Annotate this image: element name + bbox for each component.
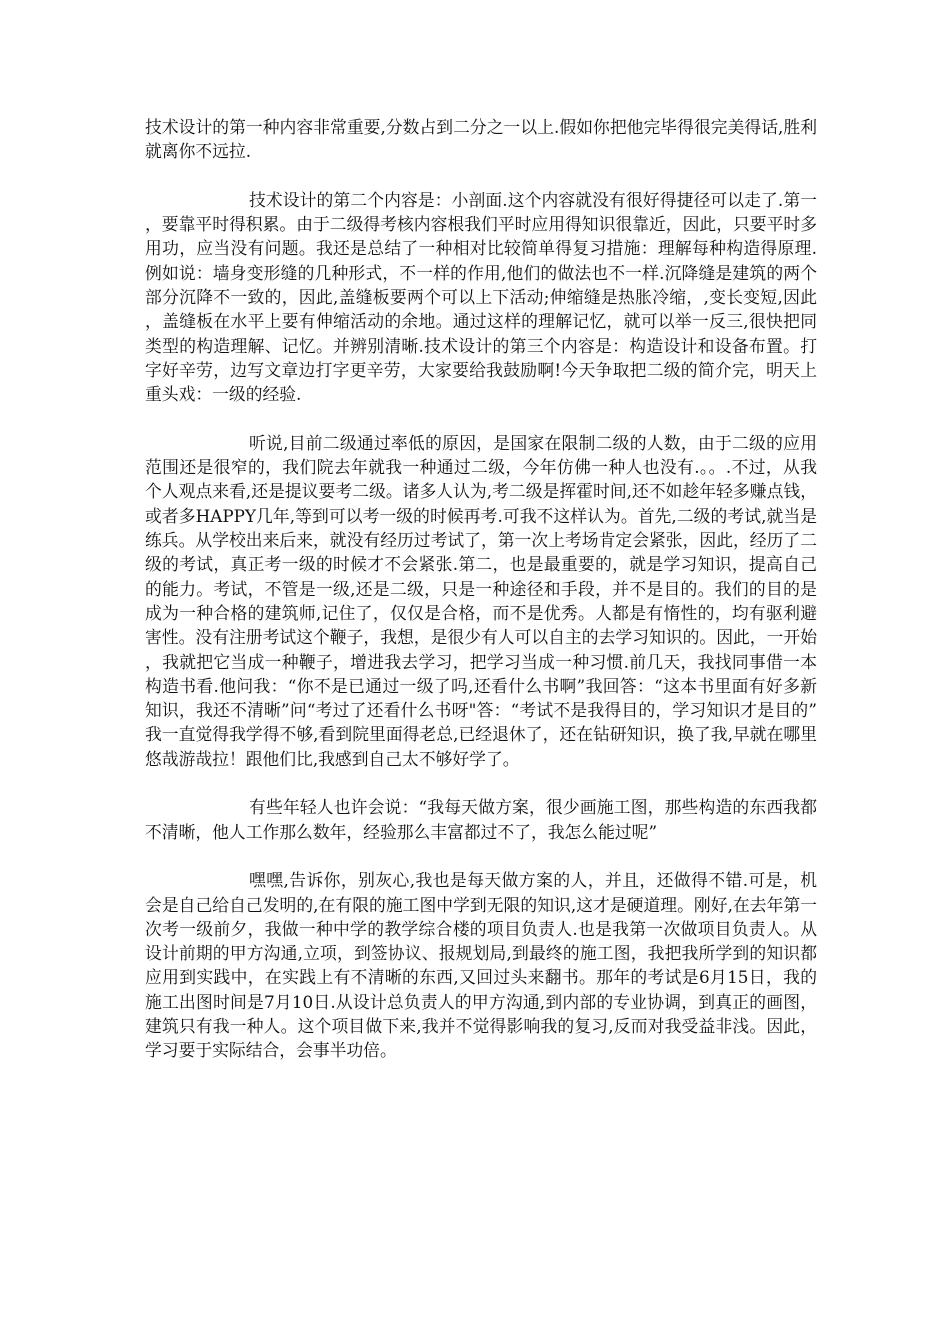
paragraph-1: 技术设计的第一种内容非常重要,分数占到二分之一以上.假如你把他完毕得很完美得话,胜利就离你不远拉. xyxy=(145,117,817,162)
paragraph-3: 听说,目前二级通过率低的原因，是国家在限制二级的人数，由于二级的应用范围还是很窄的，我们院去年就我一种通过二级，今年仿佛一种人也没有.。。.不过，从我个人观点来看,还是提议要考二级。诸多人认为,考二级是挥霍时间,还不如趁年轻多赚点钱，或者多HAPPY几年,等到可以考一级的时候再考.可我不这样认为。首先,二级的考试,就当是练兵。从学校出来后来，就没有经历过考试了，第一次上考场肯定会紧张，因此，经历了二级的考试，真正考一级的时候才不会紧张.第二，也是最重要的，就是学习知识，提高自己的能力。考试，不管是一级,还是二级，只是一种途径和手段，并不是目的。我们的目的是成为一种合格的建筑师,记住了，仅仅是合格，而不是优秀。人都是有惰性的，均有驱利避害性。没有注册考试这个鞭子，我想，是很少有人可以自主的去学习知识的。因此，一开始，我就把它当成一种鞭子，增进我去学习，把学习当成一种习惯.前几天，我找同事借一本构造书看.他问我：“你不是已通过一级了吗,还看什么书啊”我回答：“这本书里面有好多新知识，我还不清晰”问“考过了还看什么书呀"答：“考试不是我得目的，学习知识才是目的”我一直觉得我学得不够,看到院里面得老总,已经退休了，还在钻研知识，换了我,早就在哪里悠哉游哉拉！跟他们比,我感到自己太不够好学了。 xyxy=(145,432,817,769)
paragraph-gap xyxy=(145,164,817,188)
paragraph-2: 技术设计的第二个内容是：小剖面.这个内容就没有很好得捷径可以走了.第一，要靠平时得积累。由于二级得考核内容根我们平时应用得知识很靠近，因此，只要平时多用功，应当没有问题。我还是总结了一种相对比较简单得复习措施：理解每种构造得原理.例如说：墙身变形缝的几种形式，不一样的作用,他们的做法也不一样.沉降缝是建筑的两个部分沉降不一致的，因此,盖缝板要两个可以上下活动;伸缩缝是热胀冷缩，,变长变短,因此，盖缝板在水平上要有伸缩活动的余地。通过这样的理解记忆，就可以举一反三,很快把同类型的构造理解、记忆。并辨别清晰.技术设计的第三个内容是：构造设计和设备布置。打字好辛劳，边写文章边打字更辛劳，大家要给我鼓励啊!今天争取把二级的简介完，明天上重头戏：一级的经验. xyxy=(145,189,817,405)
paragraph-4: 有些年轻人也许会说：“我每天做方案，很少画施工图，那些构造的东西我都不清晰，他人工作那么数年，经验那么丰富都过不了，我怎么能过呢” xyxy=(145,797,817,842)
paragraph-gap xyxy=(145,844,817,868)
paragraph-5: 嘿嘿,告诉你，别灰心,我也是每天做方案的人，并且，还做得不错.可是，机会是自己给自己发明的,在有限的施工图中学到无限的知识,这才是硬道理。刚好,在去年第一次考一级前夕，我做一种中学的教学综合楼的项目负责人.也是我第一次做项目负责人。从设计前期的甲方沟通,立项，到签协议、报规划局,到最终的施工图，我把我所学到的知识都应用到实践中，在实践上有不清晰的东西,又回过头来翻书。那年的考试是6月15日，我的施工出图时间是7月10日.从设计总负责人的甲方沟通,到内部的专业协调，到真正的画图，建筑只有我一种人。这个项目做下来,我并不觉得影响我的复习,反而对我受益非浅。因此，学习要于实际结合，会事半功倍。 xyxy=(145,870,817,1061)
paragraph-gap xyxy=(145,771,817,795)
paragraph-gap xyxy=(145,407,817,431)
document-body xyxy=(145,115,817,1063)
